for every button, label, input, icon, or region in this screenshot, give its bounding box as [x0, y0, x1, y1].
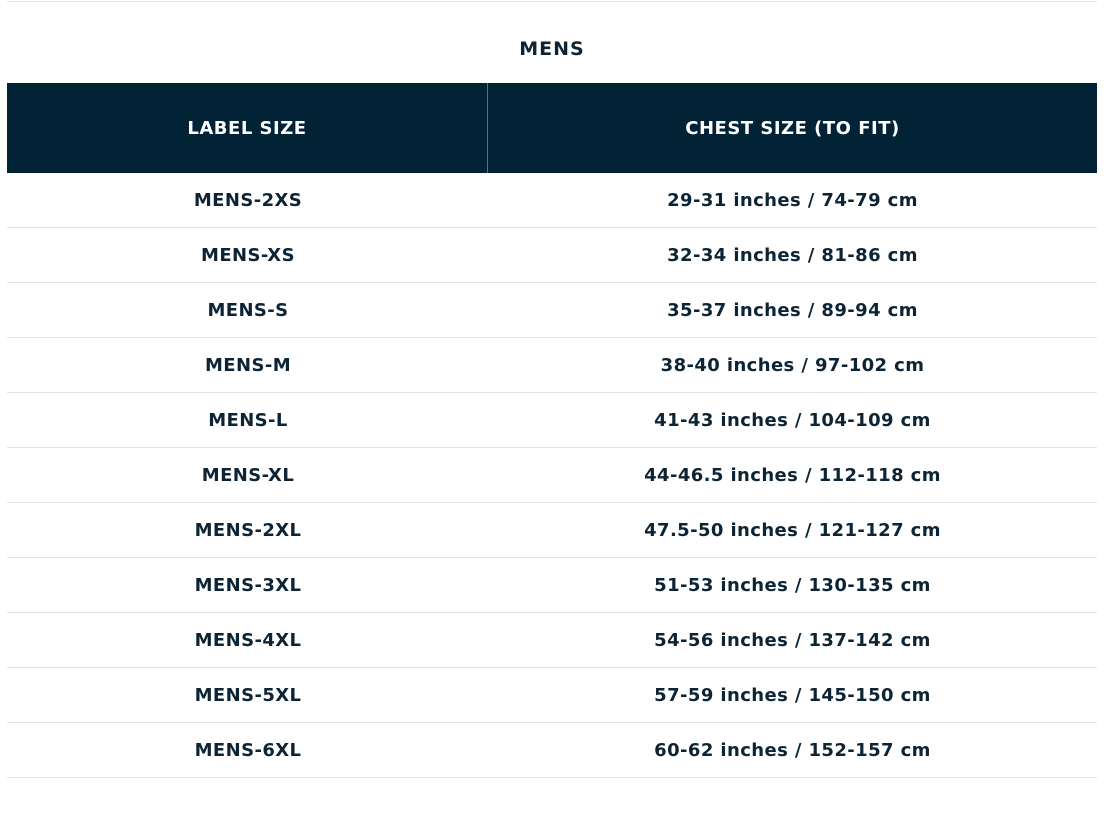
label-size-cell: MENS-XL — [201, 464, 295, 486]
label-size-cell: MENS-6XL — [194, 739, 302, 761]
table-row — [7, 448, 1097, 503]
label-size-cell: MENS-L — [208, 409, 288, 431]
table-row — [7, 558, 1097, 613]
chest-size-cell: 60-62 inches / 152-157 cm — [654, 739, 931, 761]
table-row — [7, 613, 1097, 668]
chest-size-cell: 47.5-50 inches / 121-127 cm — [644, 519, 941, 541]
table-row — [7, 668, 1097, 723]
chest-size-cell: 44-46.5 inches / 112-118 cm — [644, 464, 941, 486]
header-chest-size: CHEST SIZE (TO FIT) — [685, 117, 900, 139]
label-size-cell: MENS-S — [207, 299, 289, 321]
chest-size-cell: 32-34 inches / 81-86 cm — [667, 244, 918, 266]
table-row — [7, 338, 1097, 393]
label-size-cell: MENS-5XL — [194, 684, 302, 706]
chest-size-cell: 29-31 inches / 74-79 cm — [667, 189, 918, 211]
table-row — [7, 283, 1097, 338]
chest-size-cell: 57-59 inches / 145-150 cm — [654, 684, 931, 706]
table-row — [7, 228, 1097, 283]
chest-size-cell: 54-56 inches / 137-142 cm — [654, 629, 931, 651]
label-size-cell: MENS-3XL — [194, 574, 302, 596]
top-divider — [7, 1, 1097, 2]
table-header-row — [7, 83, 1097, 173]
chest-size-cell: 41-43 inches / 104-109 cm — [654, 409, 931, 431]
chest-size-cell: 51-53 inches / 130-135 cm — [654, 574, 931, 596]
label-size-cell: MENS-XS — [201, 244, 295, 266]
table-row — [7, 393, 1097, 448]
label-size-cell: MENS-2XL — [194, 519, 302, 541]
chest-size-cell: 38-40 inches / 97-102 cm — [660, 354, 925, 376]
size-chart-table — [7, 83, 1097, 778]
section-title: MENS — [519, 38, 585, 60]
table-row — [7, 503, 1097, 558]
label-size-cell: MENS-2XS — [193, 189, 303, 211]
label-size-cell: MENS-4XL — [194, 629, 302, 651]
chest-size-cell: 35-37 inches / 89-94 cm — [667, 299, 918, 321]
table-row — [7, 173, 1097, 228]
table-row — [7, 723, 1097, 778]
header-label-size: LABEL SIZE — [7, 83, 488, 173]
label-size-cell: MENS-M — [204, 354, 292, 376]
